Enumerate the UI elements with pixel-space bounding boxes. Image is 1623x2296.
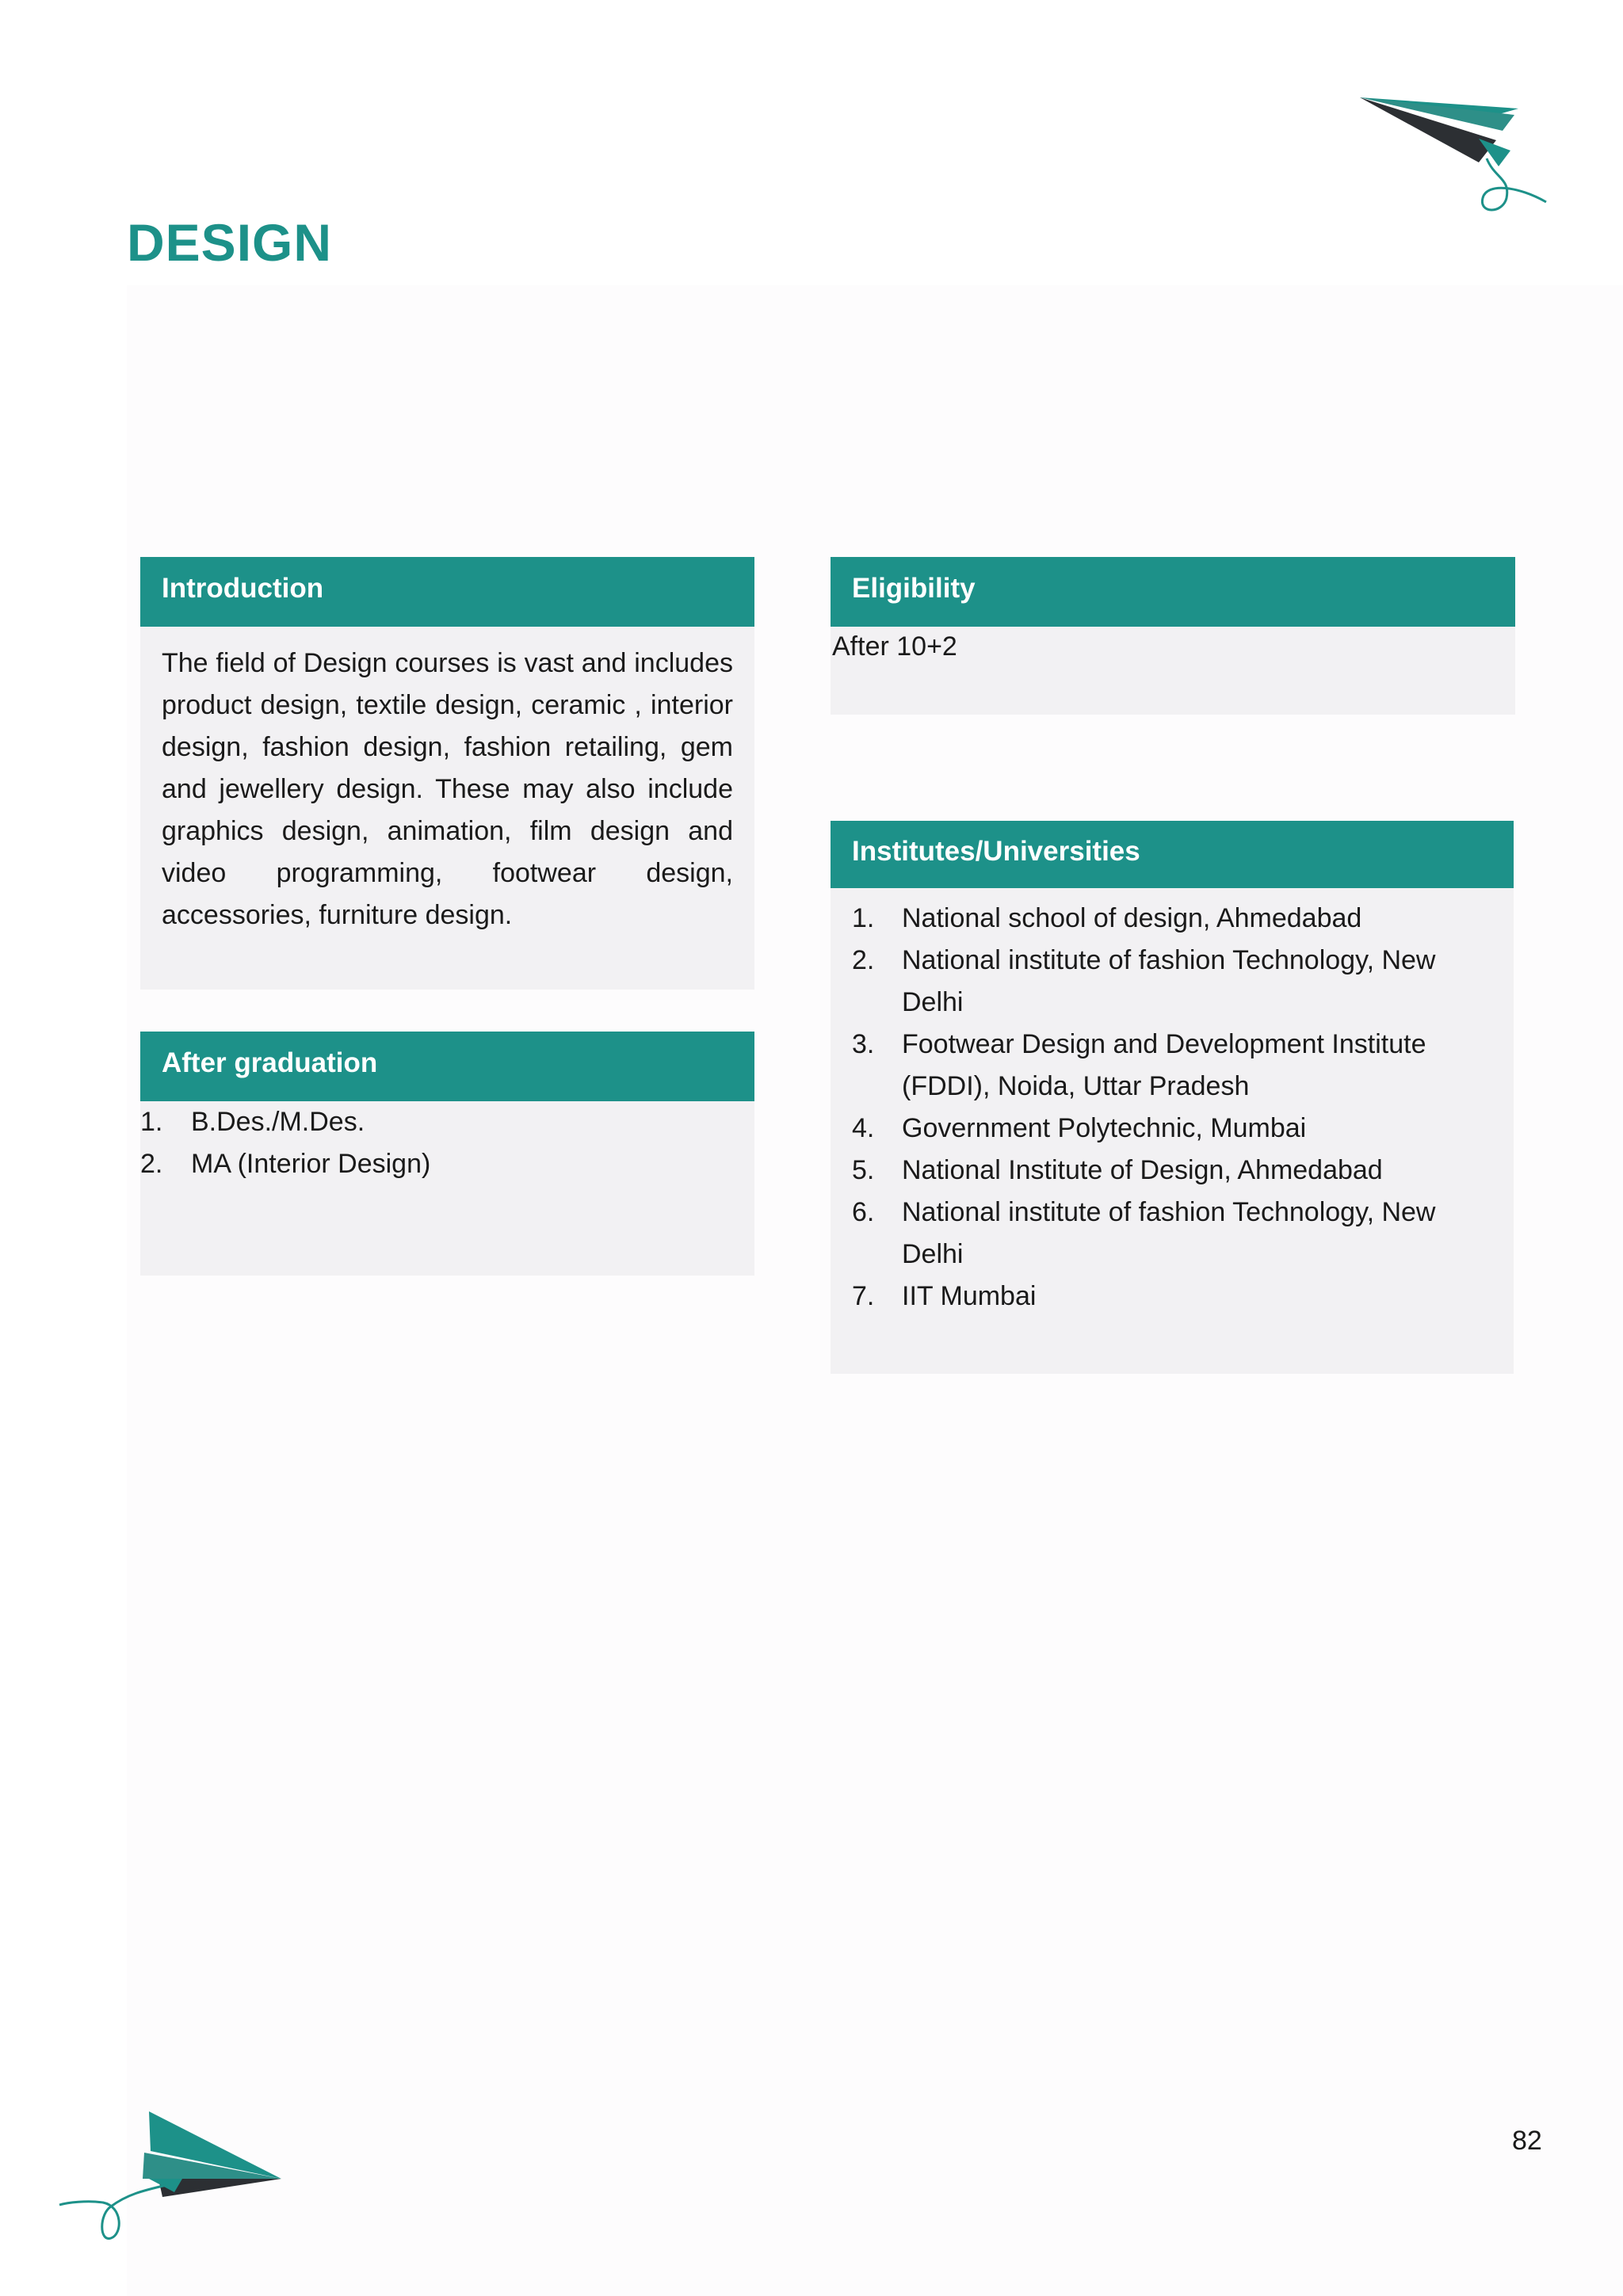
page-number: 82	[1512, 2126, 1542, 2156]
list-number: 3.	[852, 1029, 875, 1059]
list-text: National school of design, Ahmedabad	[902, 903, 1362, 933]
list-number: 5.	[852, 1155, 875, 1185]
list-text: National institute of fashion Technology, New Delhi	[902, 1197, 1436, 1269]
list-item	[852, 1108, 1482, 1150]
list-number: 2.	[140, 1149, 163, 1179]
list-item	[852, 940, 1482, 1024]
after-graduation-heading: After graduation	[140, 1032, 754, 1101]
after-graduation-list	[140, 1101, 754, 1185]
list-text: Footwear Design and Development Institute (FDDI), Noida, Uttar Pradesh	[902, 1029, 1426, 1101]
introduction-text: The field of Design courses is vast and includes product design, textile design, ceramic , interior design, fashion design, fashion retailing, gem and jewellery design. These may also include graphics design, animation, film design and video programming, footwear design, accessories, furniture design.	[162, 648, 733, 930]
introduction-card	[140, 557, 754, 990]
introduction-heading: Introduction	[140, 557, 754, 627]
list-item	[852, 1150, 1482, 1192]
eligibility-text: After 10+2	[832, 631, 957, 662]
list-item	[140, 1143, 754, 1185]
eligibility-card	[831, 557, 1515, 715]
after-graduation-card	[140, 1032, 754, 1276]
list-number: 1.	[140, 1107, 163, 1137]
list-text: National institute of fashion Technology, New Delhi	[902, 945, 1436, 1017]
list-text: National Institute of Design, Ahmedabad	[902, 1155, 1383, 1185]
list-text: B.Des./M.Des.	[191, 1107, 365, 1137]
institutes-list	[852, 898, 1482, 1318]
list-number: 6.	[852, 1197, 875, 1227]
list-number: 1.	[852, 903, 875, 933]
list-number: 4.	[852, 1113, 875, 1143]
list-number: 7.	[852, 1281, 875, 1311]
paper-plane-icon	[1360, 91, 1550, 234]
institutes-card	[831, 821, 1514, 1374]
list-text: Government Polytechnic, Mumbai	[902, 1113, 1307, 1143]
list-text: IIT Mumbai	[902, 1281, 1037, 1311]
list-item	[852, 1024, 1482, 1108]
institutes-heading: Institutes/Universities	[831, 821, 1514, 888]
list-text: MA (Interior Design)	[191, 1149, 431, 1179]
list-number: 2.	[852, 945, 875, 975]
list-item	[852, 1192, 1482, 1276]
list-item	[140, 1101, 754, 1143]
list-item	[852, 898, 1482, 940]
page-title: DESIGN	[127, 213, 333, 272]
list-item	[852, 1276, 1482, 1318]
eligibility-heading: Eligibility	[831, 557, 1515, 627]
paper-plane-icon	[55, 2103, 293, 2246]
